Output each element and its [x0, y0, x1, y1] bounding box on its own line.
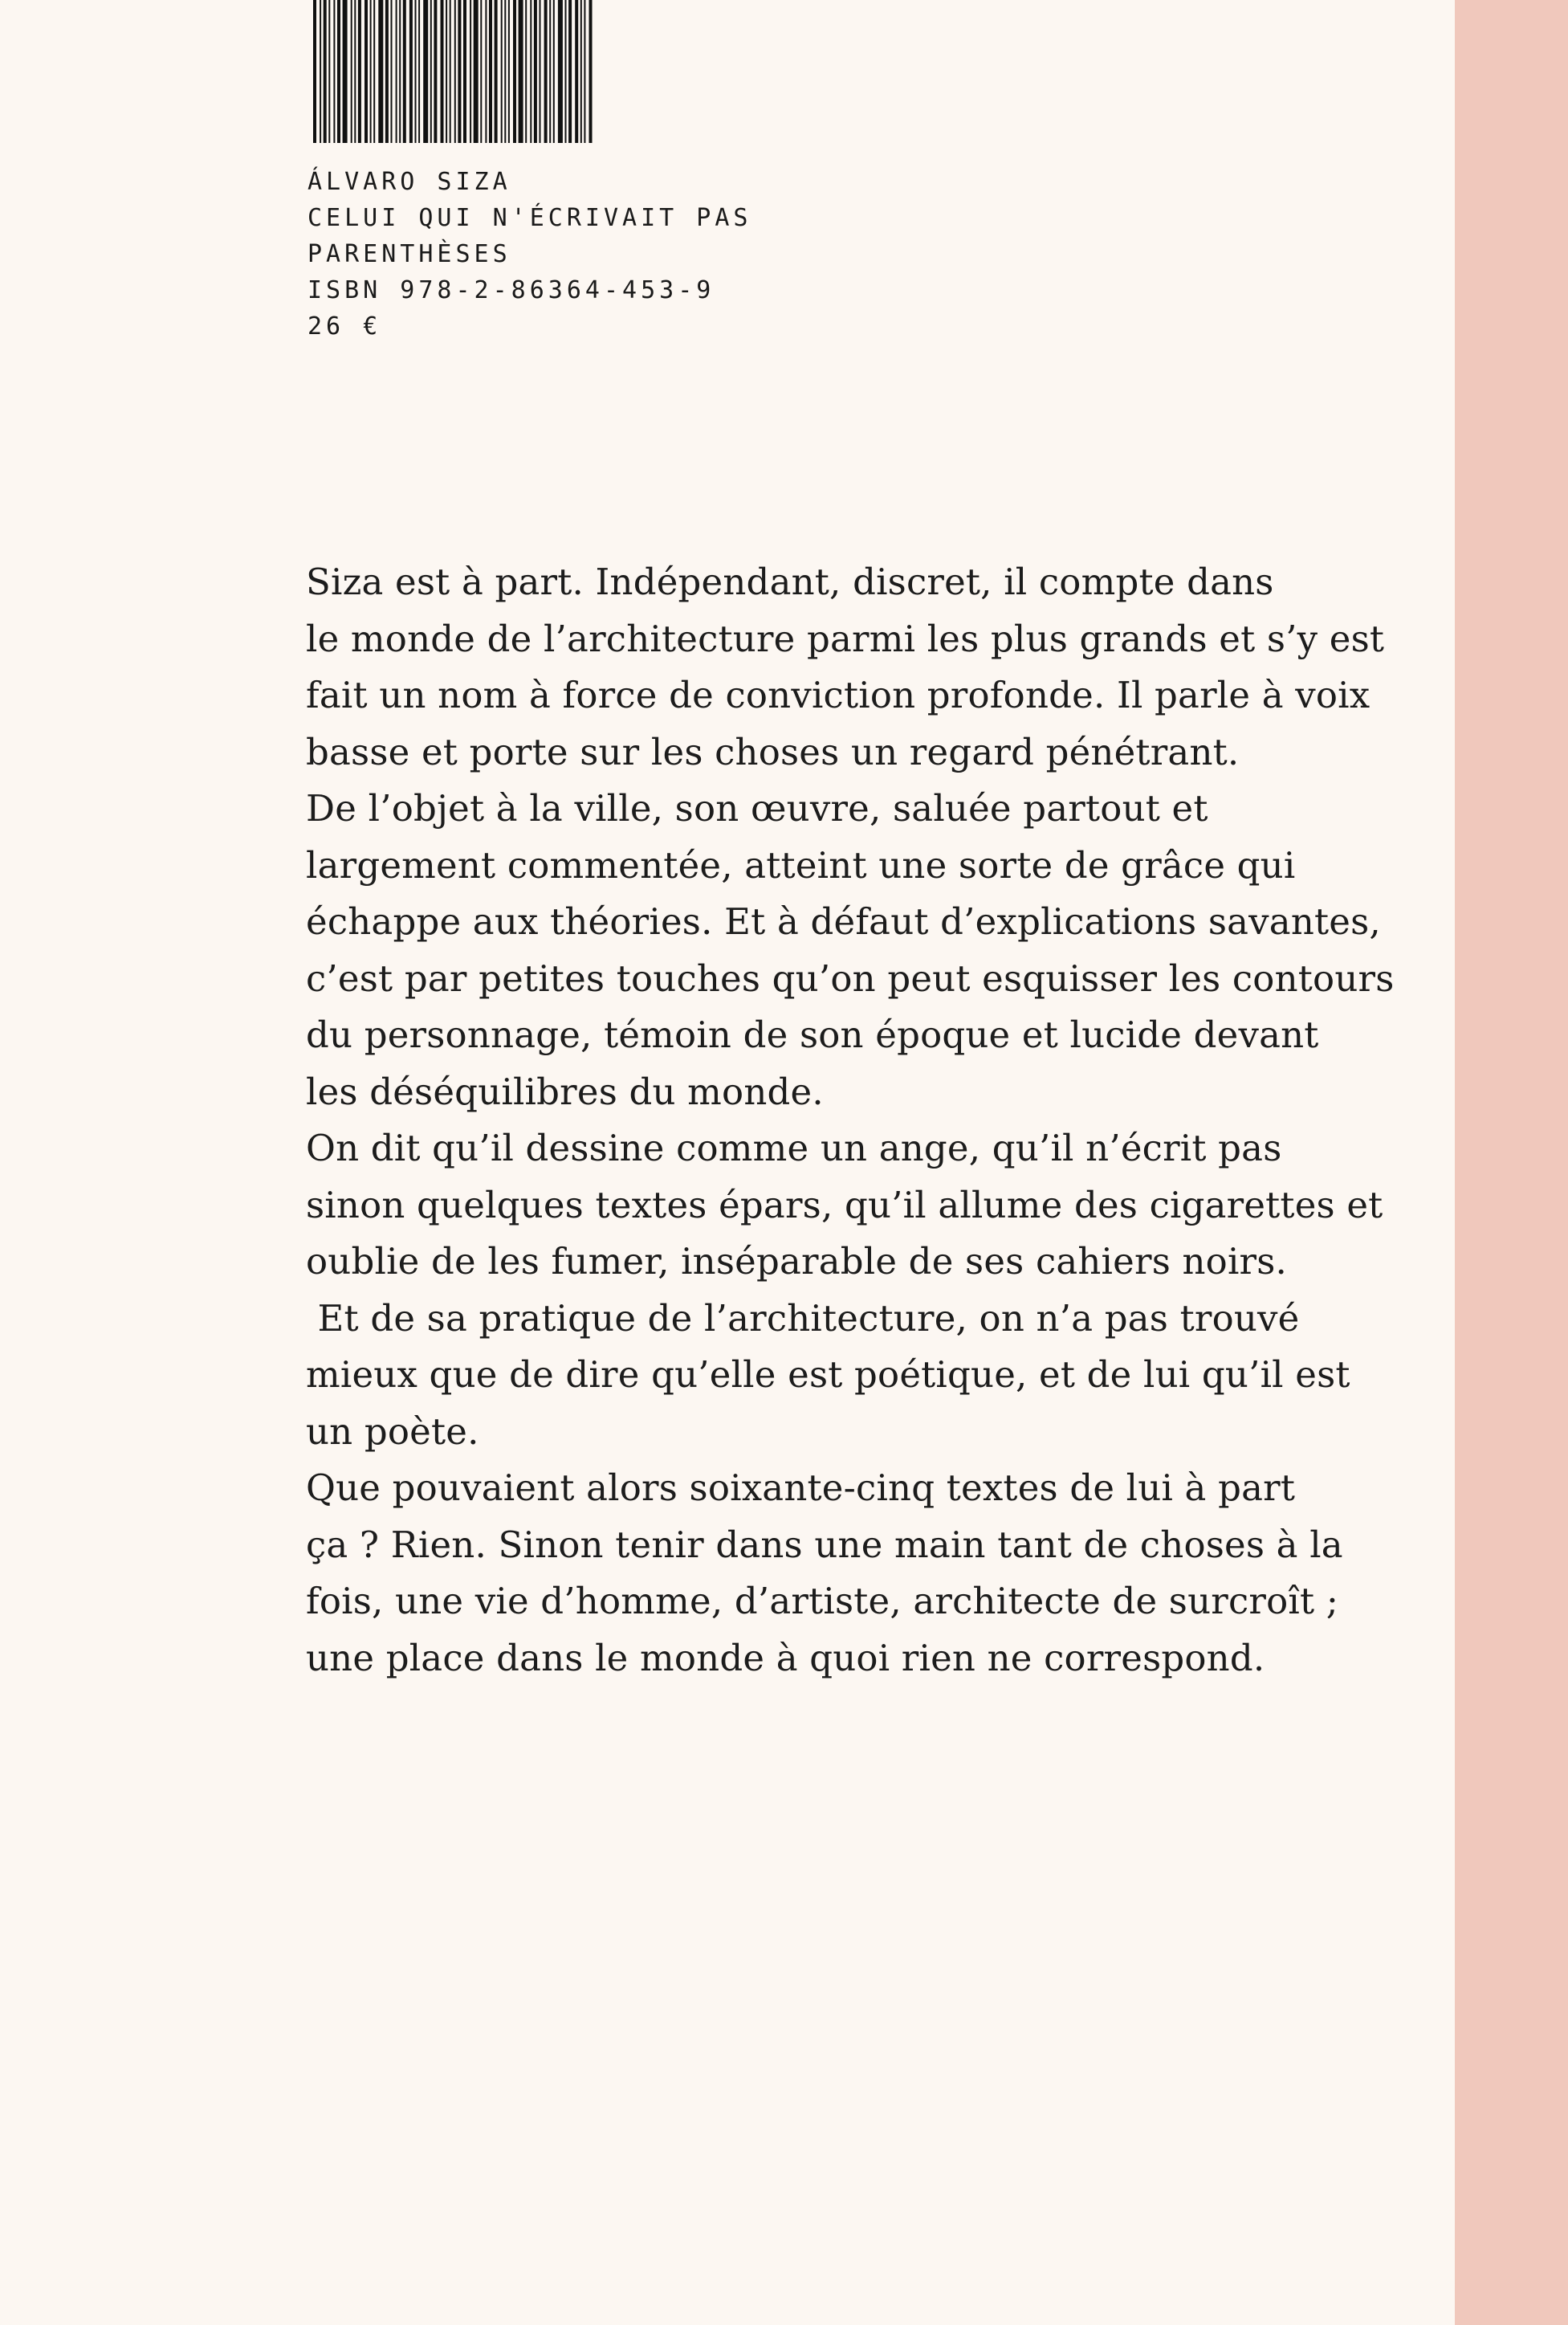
book-title: CELUI QUI N'ÉCRIVAIT PAS	[307, 204, 752, 232]
barcode-bar	[495, 0, 498, 143]
isbn: ISBN 978-2-86364-453-9	[307, 276, 715, 304]
barcode-bar	[501, 0, 503, 143]
barcode-bar	[430, 0, 432, 143]
barcode-bar	[568, 0, 572, 143]
barcode-bar	[470, 0, 471, 143]
blurb-line: un poète.	[306, 1409, 479, 1453]
barcode-bar	[385, 0, 389, 143]
blurb-line: Siza est à part. Indépendant, discret, il compte dans	[306, 561, 1274, 603]
barcode-bar	[391, 0, 393, 143]
barcode-bar	[409, 0, 413, 143]
publisher-name: PARENTHÈSES	[307, 240, 511, 268]
blurb-line: une place dans le monde à quoi rien ne correspond.	[306, 1636, 1265, 1679]
barcode-bar	[584, 0, 585, 143]
barcode-bar	[403, 0, 406, 143]
blurb-line: On dit qu’il dessine comme un ange, qu’il n’écrit pas	[306, 1127, 1282, 1169]
barcode-bar	[580, 0, 582, 143]
barcode-bar	[504, 0, 506, 143]
barcode-bar	[399, 0, 401, 143]
barcode-bar	[549, 0, 551, 143]
bibliographic-info	[307, 164, 751, 345]
barcode-bar	[370, 0, 372, 143]
blurb-line: ça ? Rien. Sinon tenir dans une main tant de choses à la	[306, 1523, 1343, 1566]
barcode-bar	[373, 0, 375, 143]
barcode-bar	[565, 0, 567, 143]
blurb-line: mieux que de dire qu’elle est poétique, et de lui qu’il est	[306, 1353, 1350, 1396]
barcode-bar	[513, 0, 516, 143]
barcode-bar	[485, 0, 487, 143]
blurb-line: c’est par petites touches qu’on peut esquisser les contours	[306, 957, 1395, 1000]
barcode-bar	[458, 0, 461, 143]
barcode-bar	[540, 0, 541, 143]
barcode-bar	[489, 0, 492, 143]
barcode-bar	[534, 0, 537, 143]
blurb-line: basse et porte sur les choses un regard pénétrant.	[306, 730, 1240, 773]
barcode-bar	[423, 0, 428, 143]
blurb-line: le monde de l’architecture parmi les plus grands et s’y est	[306, 617, 1385, 660]
barcode-bar	[446, 0, 447, 143]
barcode-bar	[351, 0, 352, 143]
blurb-line: De l’objet à la ville, son œuvre, saluée partout et	[306, 787, 1208, 830]
barcode-bar	[324, 0, 327, 143]
barcode-bar	[474, 0, 479, 143]
barcode-bar	[396, 0, 397, 143]
barcode-bar	[575, 0, 578, 143]
blurb-line: du personnage, témoin de son époque et lucide devant	[306, 1014, 1319, 1056]
barcode-bar	[415, 0, 417, 143]
blurb-line: les déséquilibres du monde.	[306, 1070, 824, 1113]
barcode-bar	[508, 0, 510, 143]
barcode-bar	[365, 0, 368, 143]
barcode-bar	[320, 0, 321, 143]
barcode-bar	[434, 0, 437, 143]
barcode-bar	[454, 0, 456, 143]
barcode-bar	[328, 0, 330, 143]
barcode-bar	[441, 0, 444, 143]
blurb-text	[306, 554, 1395, 1687]
blurb-line: largement commentée, atteint une sorte de grâce qui	[306, 843, 1296, 887]
barcode-bar	[589, 0, 593, 143]
spine-color-band	[1455, 0, 1568, 2325]
barcode-bar	[418, 0, 420, 143]
barcode-bar	[333, 0, 335, 143]
barcode-bar	[337, 0, 340, 143]
blurb-line: fait un nom à force de conviction profonde. Il parle à voix	[306, 674, 1370, 716]
barcode-bar	[463, 0, 466, 143]
barcode-bar	[519, 0, 523, 143]
blurb-line: sinon quelques textes épars, qu’il allume des cigarettes et	[306, 1183, 1383, 1226]
barcode-bar	[378, 0, 383, 143]
blurb-line: échappe aux théories. Et à défaut d’explications savantes,	[306, 900, 1381, 943]
barcode-bar	[343, 0, 348, 143]
blurb-line: oublie de les fumer, inséparable de ses cahiers noirs.	[306, 1240, 1288, 1283]
blurb-line: Que pouvaient alors soixante-cinq textes de lui à part	[306, 1466, 1296, 1509]
barcode-bar	[553, 0, 555, 143]
barcode-bar	[480, 0, 482, 143]
barcode-bar	[354, 0, 356, 143]
blurb-line: fois, une vie d’homme, d’artiste, architecte de surcroît ;	[306, 1580, 1339, 1622]
author-name: ÁLVARO SIZA	[307, 168, 511, 196]
blurb-line: Et de sa pratique de l’architecture, on n’a pas trouvé	[306, 1296, 1300, 1340]
barcode-bar	[558, 0, 563, 143]
price: 26 €	[307, 312, 382, 341]
barcode-bar	[358, 0, 361, 143]
barcode-bar	[544, 0, 548, 143]
barcode-bar	[450, 0, 451, 143]
barcode-bar	[313, 0, 316, 143]
barcode-icon	[313, 0, 618, 143]
barcode-bar	[530, 0, 531, 143]
barcode-bar	[525, 0, 527, 143]
